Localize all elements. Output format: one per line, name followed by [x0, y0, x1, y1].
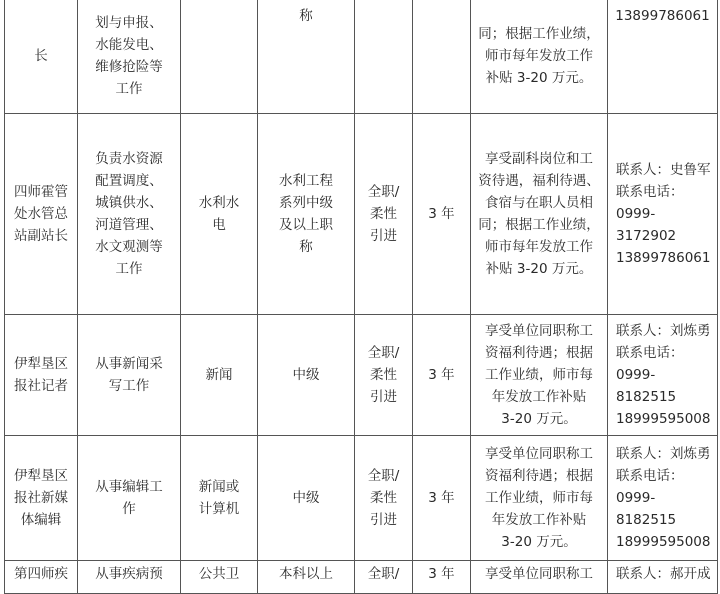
duties-cell: 划与申报、 水能发电、 维修抢险等 工作	[78, 0, 181, 114]
title-cell: 本科以上	[258, 561, 355, 594]
method-cell: 全职/ 柔性 引进	[355, 436, 413, 561]
method-cell	[355, 0, 413, 114]
duties-cell: 负责水资源 配置调度、 城镇供水、 河道管理、 水文观测等 工作	[78, 114, 181, 315]
contact-cell: 联系人：史鲁军 联系电话： 0999-3172902 13899786061	[608, 114, 718, 315]
benefits-cell: 享受单位同职称工 资福利待遇；根据 工作业绩，师市每 年发放工作补贴 3-20 万元。	[471, 436, 608, 561]
title-cell: 称	[258, 0, 355, 114]
contact-cell: 联系人：郝开成	[608, 561, 718, 594]
duties-cell: 从事新闻采 写工作	[78, 315, 181, 436]
title-cell: 中级	[258, 315, 355, 436]
table-row	[5, 114, 718, 315]
position-cell: 伊犁垦区 报社新媒 体编辑	[5, 436, 78, 561]
benefits-cell: 享受副科岗位和工 资待遇，福利待遇、 食宿与在职人员相 同；根据工作业绩， 师市每年发放工作 补贴 3-20 万元。	[471, 114, 608, 315]
position-cell: 长	[5, 0, 78, 114]
major-cell: 新闻或 计算机	[181, 436, 258, 561]
term-cell: 3 年	[413, 315, 471, 436]
contact-cell: 联系人：刘炼勇 联系电话： 0999-8182515 18999595008	[608, 436, 718, 561]
term-cell	[413, 0, 471, 114]
method-cell: 全职/ 柔性 引进	[355, 315, 413, 436]
recruitment-table	[4, 0, 718, 594]
major-cell: 水利水 电	[181, 114, 258, 315]
term-cell: 3 年	[413, 436, 471, 561]
duties-cell: 从事编辑工 作	[78, 436, 181, 561]
term-cell: 3 年	[413, 561, 471, 594]
table-row	[5, 561, 718, 594]
major-cell	[181, 0, 258, 114]
method-cell: 全职/	[355, 561, 413, 594]
benefits-cell: 同；根据工作业绩， 师市每年发放工作 补贴 3-20 万元。	[471, 0, 608, 114]
major-cell: 公共卫	[181, 561, 258, 594]
contact-cell: 13899786061	[608, 0, 718, 114]
position-cell: 四师霍管 处水管总 站副站长	[5, 114, 78, 315]
contact-cell: 联系人：刘炼勇 联系电话： 0999-8182515 18999595008	[608, 315, 718, 436]
title-cell: 水利工程 系列中级 及以上职 称	[258, 114, 355, 315]
major-cell: 新闻	[181, 315, 258, 436]
benefits-cell: 享受单位同职称工	[471, 561, 608, 594]
table-row	[5, 436, 718, 561]
position-cell: 第四师疾	[5, 561, 78, 594]
title-cell: 中级	[258, 436, 355, 561]
benefits-cell: 享受单位同职称工 资福利待遇；根据 工作业绩，师市每 年发放工作补贴 3-20 万元。	[471, 315, 608, 436]
table-row	[5, 315, 718, 436]
duties-cell: 从事疾病预	[78, 561, 181, 594]
table-row	[5, 0, 718, 114]
method-cell: 全职/ 柔性 引进	[355, 114, 413, 315]
position-cell: 伊犁垦区 报社记者	[5, 315, 78, 436]
term-cell: 3 年	[413, 114, 471, 315]
